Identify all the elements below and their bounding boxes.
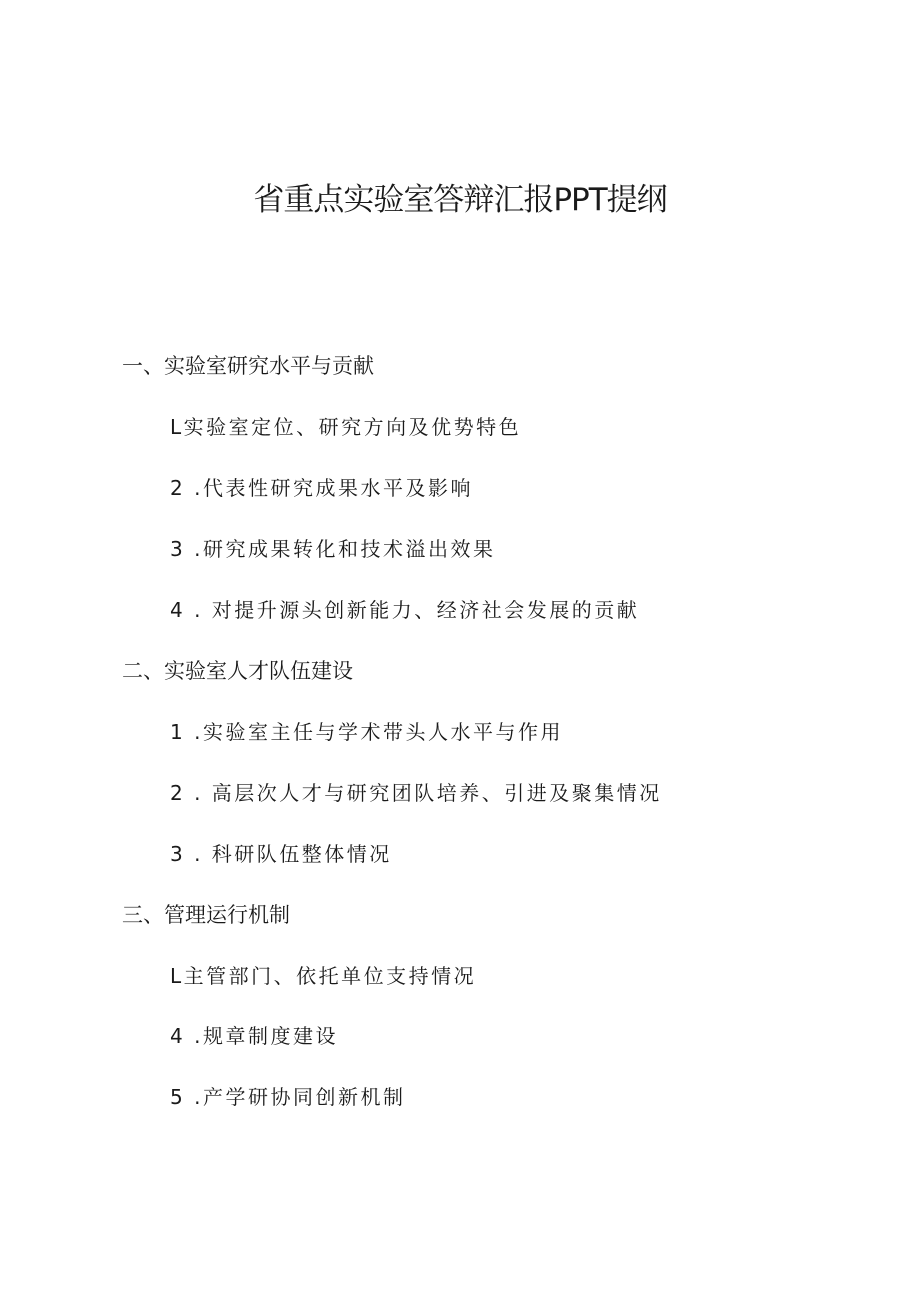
section-2-item-1: 1 .实验室主任与学术带头人水平与作用: [170, 720, 563, 744]
section-heading-1: 一、实验室研究水平与贡献: [122, 354, 374, 378]
section-heading-3: 三、管理运行机制: [122, 903, 290, 927]
section-1-item-1: L实验室定位、研究方向及优势特色: [170, 415, 522, 439]
section-1-item-4: 4 . 对提升源头创新能力、经济社会发展的贡献: [170, 598, 640, 622]
section-1-item-3: 3 .研究成果转化和技术溢出效果: [170, 537, 496, 561]
document-title: 省重点实验室答辩汇报PPT提纲: [253, 182, 667, 218]
section-3-item-1: L主管部门、依托单位支持情况: [170, 964, 477, 988]
section-2-item-3: 3 . 科研队伍整体情况: [170, 842, 392, 866]
section-3-item-2: 4 .规章制度建设: [170, 1024, 338, 1048]
section-2-item-2: 2 . 高层次人才与研究团队培养、引进及聚集情况: [170, 781, 662, 805]
section-heading-2: 二、实验室人才队伍建设: [122, 659, 353, 683]
section-1-item-2: 2 .代表性研究成果水平及影响: [170, 476, 473, 500]
section-3-item-3: 5 .产学研协同创新机制: [170, 1085, 406, 1109]
